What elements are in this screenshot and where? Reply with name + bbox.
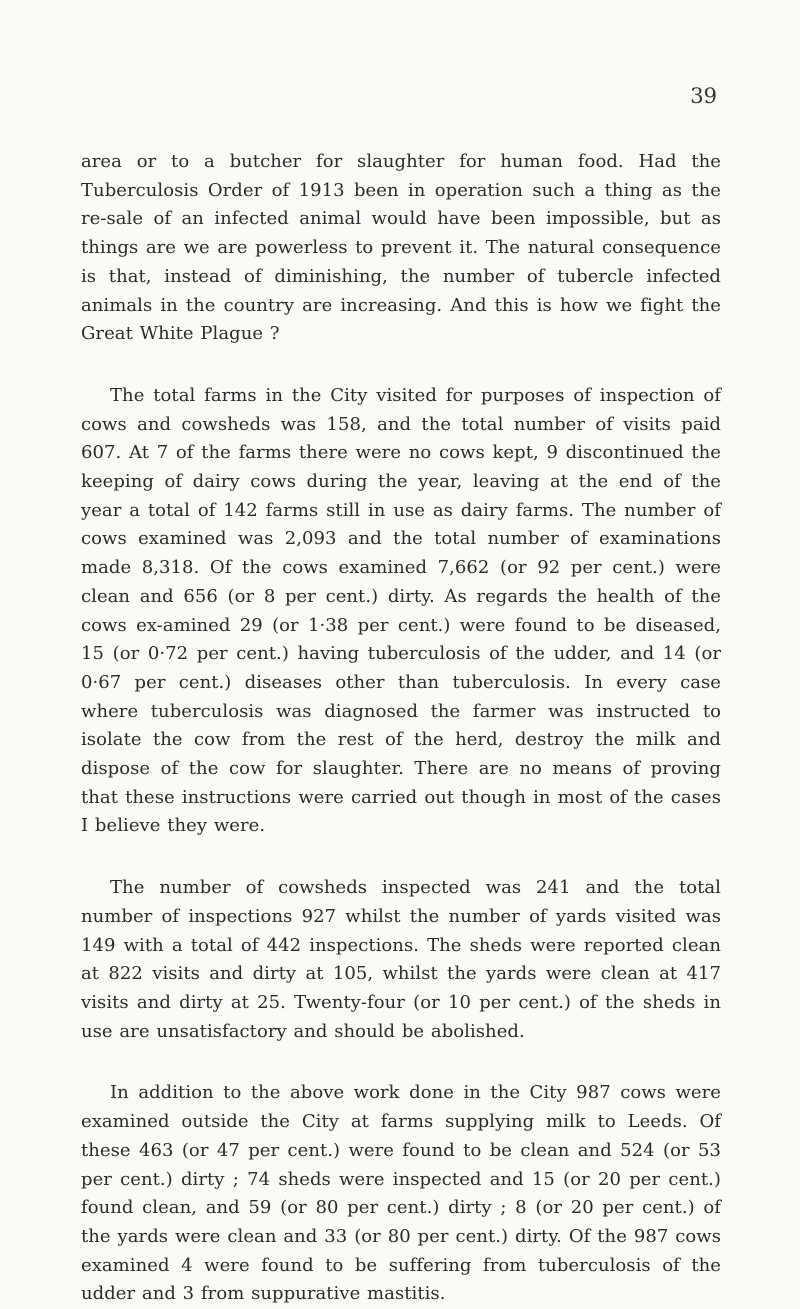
page-number: 39 [690, 84, 717, 108]
paragraph-1: area or to a butcher for slaughter for human food. Had the Tuberculosis Order of 1913 been in operation such a thing as the re-sale of an infected animal would have been impossible, but as things are we are powerless to prevent it. The natural consequence is that, instead of diminishing, the number of tubercle infected animals in the country are increasing. And this is how we fight the Great White Plague ? [81, 151, 721, 345]
paragraph-2: The total farms in the City visited for purposes of inspection of cows and cowsheds was 158, and the total number of visits paid 607. At 7 of the farms there were no cows kept, 9 discontinued the keeping of dairy cows during the year, leaving at the end of the year a total of 142 farms still in use as dairy farms. The number of cows examined was 2,093 and the total number of examinations made 8,318. Of the cows examined 7,662 (or 92 per cent.) were clean and 656 (or 8 per cent.) dirty. As regards the health of the cows ex-amined 29 (or 1·38 per cent.) were found to be diseased, 15 (or 0·72 per cent.) having tuberculosis of the udder, and 14 (or 0·67 per cent.) diseases other than tuberculosis. In every case where tuberculosis was diagnosed the farmer was instructed to isolate the cow from the rest of the herd, destroy the milk and dispose of the cow for slaughter. There are no means of proving that these instructions were carried out though in most of the cases I believe they were. [81, 384, 721, 837]
paragraph-4: In addition to the above work done in the City 987 cows were examined outside the City at farms supplying milk to Leeds. Of these 463 (or 47 per cent.) were found to be clean and 524 (or 53 per cent.) dirty ; 74 sheds were inspected and 15 (or 20 per cent.) found clean, and 59 (or 80 per cent.) dirty ; 8 (or 20 per cent.) of the yards were clean and 33 (or 80 per cent.) dirty. Of the 987 cows examined 4 were found to be suffering from tuberculosis of the udder and 3 from suppurative mastitis. [81, 1082, 721, 1305]
body-text [81, 148, 721, 1309]
paragraph-3: The number of cowsheds inspected was 241 and the total number of inspections 927 whilst the number of yards visited was 149 with a total of 442 inspections. The sheds were reported clean at 822 visits and dirty at 105, whilst the yards were clean at 417 visits and dirty at 25. Twenty-four (or 10 per cent.) of the sheds in use are unsatisfactory and should be abolished. [81, 877, 721, 1042]
